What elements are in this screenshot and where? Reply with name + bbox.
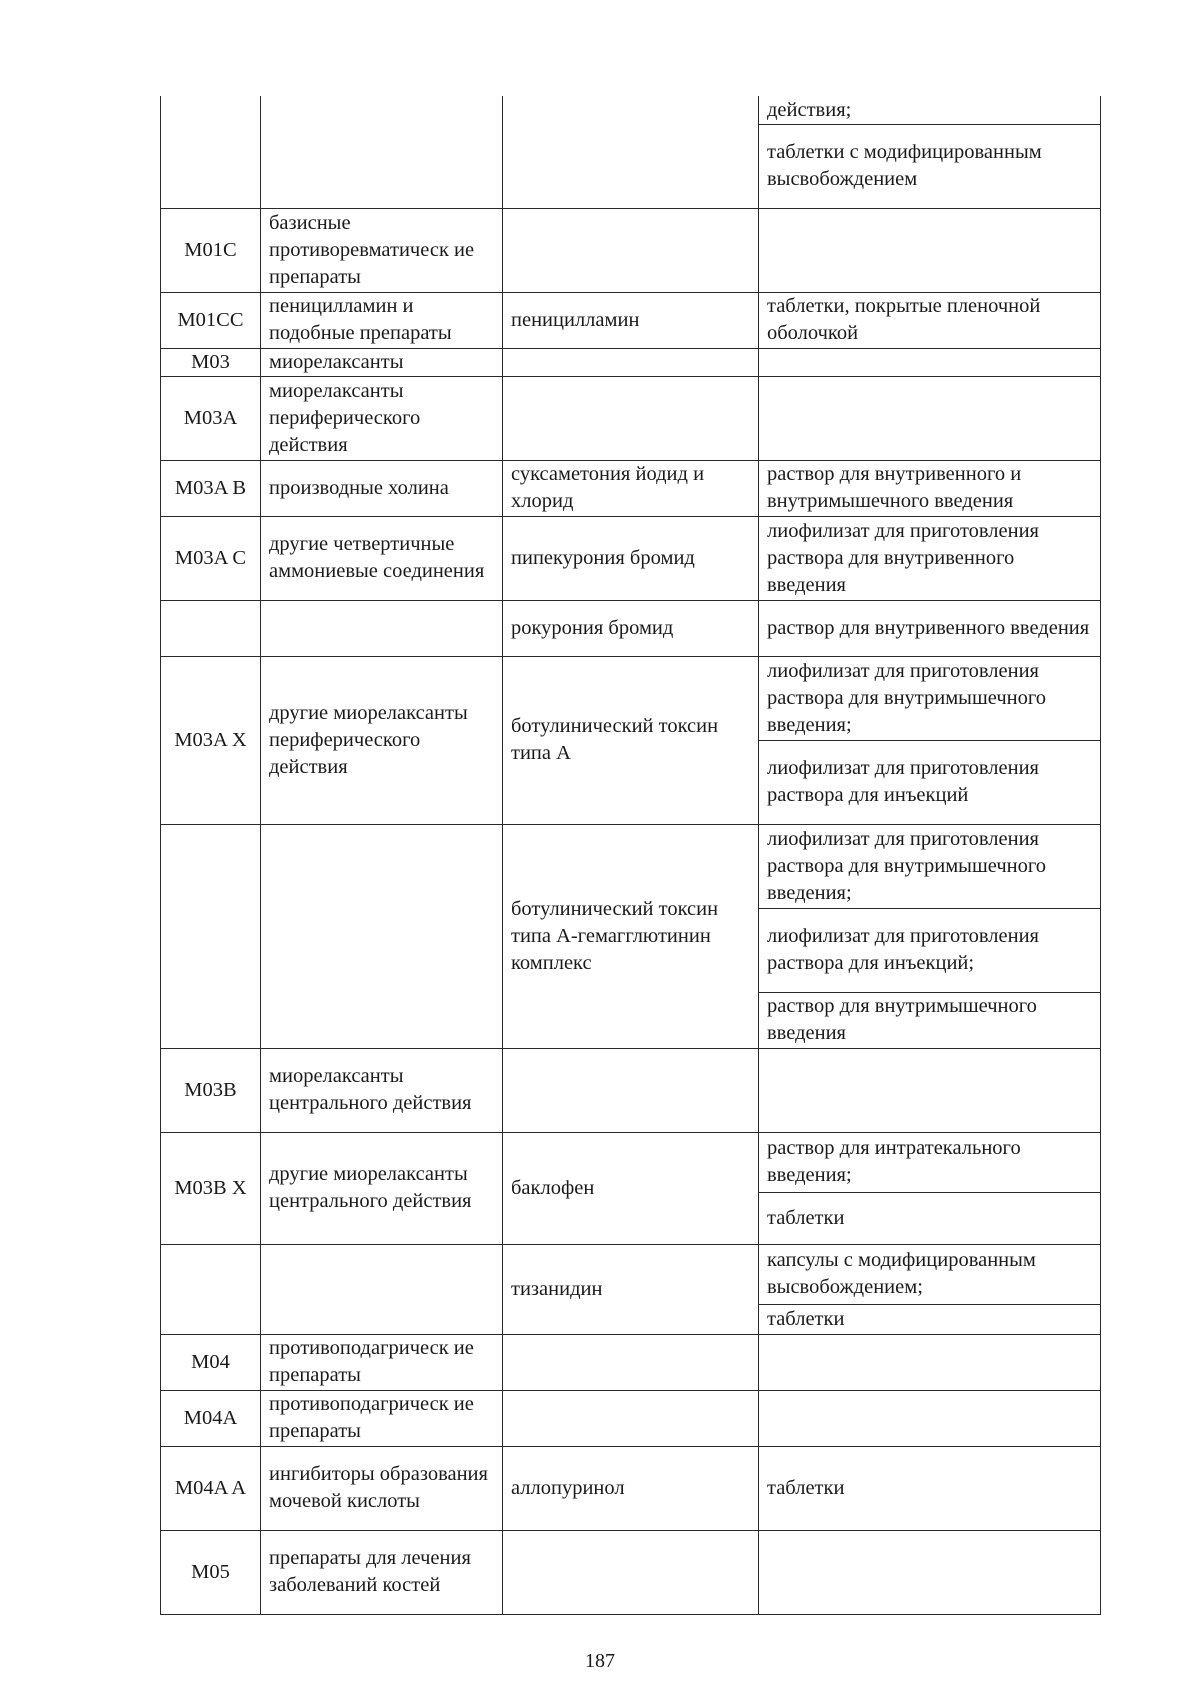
substance-cell: суксаметония йодид и хлорид bbox=[503, 460, 759, 516]
dosage-form-cell: таблетки, покрытые пленочной оболочкой bbox=[759, 292, 1101, 348]
dosage-form-cell: таблетки bbox=[759, 1192, 1101, 1244]
substance-cell: тизанидин bbox=[503, 1244, 759, 1334]
substance-cell: рокурония бромид bbox=[503, 600, 759, 656]
table-row bbox=[161, 824, 1101, 908]
table-row bbox=[161, 1446, 1101, 1530]
table-row bbox=[161, 96, 1101, 124]
substance-cell bbox=[503, 1390, 759, 1446]
substance-cell: пипекурония бромид bbox=[503, 516, 759, 600]
dosage-form-cell bbox=[759, 1390, 1101, 1446]
dosage-form-cell bbox=[759, 376, 1101, 460]
atc-code-cell: M04 bbox=[161, 1334, 261, 1390]
table-row bbox=[161, 376, 1101, 460]
group-cell: пеницилламин и подобные препараты bbox=[261, 292, 503, 348]
dosage-form-cell: таблетки bbox=[759, 1304, 1101, 1334]
drug-classification-table bbox=[160, 96, 1101, 1615]
group-cell: ингибиторы образования мочевой кислоты bbox=[261, 1446, 503, 1530]
table-row bbox=[161, 1244, 1101, 1304]
substance-cell: баклофен bbox=[503, 1132, 759, 1244]
group-cell: противоподагрическ ие препараты bbox=[261, 1390, 503, 1446]
table-row bbox=[161, 348, 1101, 376]
group-cell: препараты для лечения заболеваний костей bbox=[261, 1530, 503, 1614]
group-cell: другие миорелаксанты центрального действия bbox=[261, 1132, 503, 1244]
substance-cell bbox=[503, 348, 759, 376]
atc-code-cell bbox=[161, 96, 261, 208]
table-row bbox=[161, 516, 1101, 600]
dosage-form-cell: таблетки bbox=[759, 1446, 1101, 1530]
atc-code-cell: M03A X bbox=[161, 656, 261, 824]
group-cell: миорелаксанты bbox=[261, 348, 503, 376]
dosage-form-cell: раствор для внутривенного и внутримышечного введения bbox=[759, 460, 1101, 516]
substance-cell bbox=[503, 1048, 759, 1132]
atc-code-cell: M01C bbox=[161, 208, 261, 292]
table-row bbox=[161, 656, 1101, 740]
dosage-form-cell bbox=[759, 1334, 1101, 1390]
table-row bbox=[161, 208, 1101, 292]
atc-code-cell: M03A bbox=[161, 376, 261, 460]
group-cell: противоподагрическ ие препараты bbox=[261, 1334, 503, 1390]
dosage-form-cell bbox=[759, 208, 1101, 292]
dosage-form-cell: лиофилизат для приготовления раствора для внутривенного введения bbox=[759, 516, 1101, 600]
page-number: 187 bbox=[585, 1650, 615, 1672]
dosage-form-cell bbox=[759, 348, 1101, 376]
atc-code-cell: M03 bbox=[161, 348, 261, 376]
substance-cell bbox=[503, 1530, 759, 1614]
dosage-form-cell: лиофилизат для приготовления раствора для инъекций bbox=[759, 740, 1101, 824]
table-row bbox=[161, 1390, 1101, 1446]
dosage-form-cell: капсулы с модифицированным высвобождением; bbox=[759, 1244, 1101, 1304]
dosage-form-cell: раствор для внутримышечного введения bbox=[759, 992, 1101, 1048]
group-cell bbox=[261, 96, 503, 208]
table-row bbox=[161, 600, 1101, 656]
dosage-form-cell: лиофилизат для приготовления раствора для инъекций; bbox=[759, 908, 1101, 992]
substance-cell: пеницилламин bbox=[503, 292, 759, 348]
atc-code-cell: M04A A bbox=[161, 1446, 261, 1530]
group-cell bbox=[261, 1244, 503, 1334]
atc-code-cell: M03B X bbox=[161, 1132, 261, 1244]
dosage-form-cell: раствор для внутривенного введения bbox=[759, 600, 1101, 656]
atc-code-cell: M01CC bbox=[161, 292, 261, 348]
dosage-form-cell bbox=[759, 1048, 1101, 1132]
substance-cell bbox=[503, 208, 759, 292]
dosage-form-cell: раствор для интратекального введения; bbox=[759, 1132, 1101, 1192]
substance-cell bbox=[503, 1334, 759, 1390]
dosage-form-cell: лиофилизат для приготовления раствора для внутримышечного введения; bbox=[759, 824, 1101, 908]
group-cell: миорелаксанты периферического действия bbox=[261, 376, 503, 460]
atc-code-cell: M04A bbox=[161, 1390, 261, 1446]
group-cell: базисные противоревматическ ие препараты bbox=[261, 208, 503, 292]
substance-cell bbox=[503, 96, 759, 208]
substance-cell: ботулинический токсин типа А bbox=[503, 656, 759, 824]
table-row bbox=[161, 292, 1101, 348]
atc-code-cell bbox=[161, 1244, 261, 1334]
group-cell: миорелаксанты центрального действия bbox=[261, 1048, 503, 1132]
table-row bbox=[161, 1132, 1101, 1192]
substance-cell bbox=[503, 376, 759, 460]
group-cell bbox=[261, 824, 503, 1048]
dosage-form-cell: лиофилизат для приготовления раствора для внутримышечного введения; bbox=[759, 656, 1101, 740]
group-cell: другие миорелаксанты периферического действия bbox=[261, 656, 503, 824]
dosage-form-cell bbox=[759, 1530, 1101, 1614]
dosage-form-cell: таблетки с модифицированным высвобождением bbox=[759, 124, 1101, 208]
atc-code-cell: M03A C bbox=[161, 516, 261, 600]
atc-code-cell: M05 bbox=[161, 1530, 261, 1614]
atc-code-cell: M03B bbox=[161, 1048, 261, 1132]
table-row bbox=[161, 1530, 1101, 1614]
group-cell: производные холина bbox=[261, 460, 503, 516]
group-cell: другие четвертичные аммониевые соединения bbox=[261, 516, 503, 600]
table-row bbox=[161, 1048, 1101, 1132]
atc-code-cell bbox=[161, 600, 261, 656]
table-row bbox=[161, 1334, 1101, 1390]
table-row bbox=[161, 460, 1101, 516]
group-cell bbox=[261, 600, 503, 656]
dosage-form-cell: действия; bbox=[759, 96, 1101, 124]
substance-cell: аллопуринол bbox=[503, 1446, 759, 1530]
substance-cell: ботулинический токсин типа А-гемагглютинин комплекс bbox=[503, 824, 759, 1048]
atc-code-cell bbox=[161, 824, 261, 1048]
atc-code-cell: M03A B bbox=[161, 460, 261, 516]
